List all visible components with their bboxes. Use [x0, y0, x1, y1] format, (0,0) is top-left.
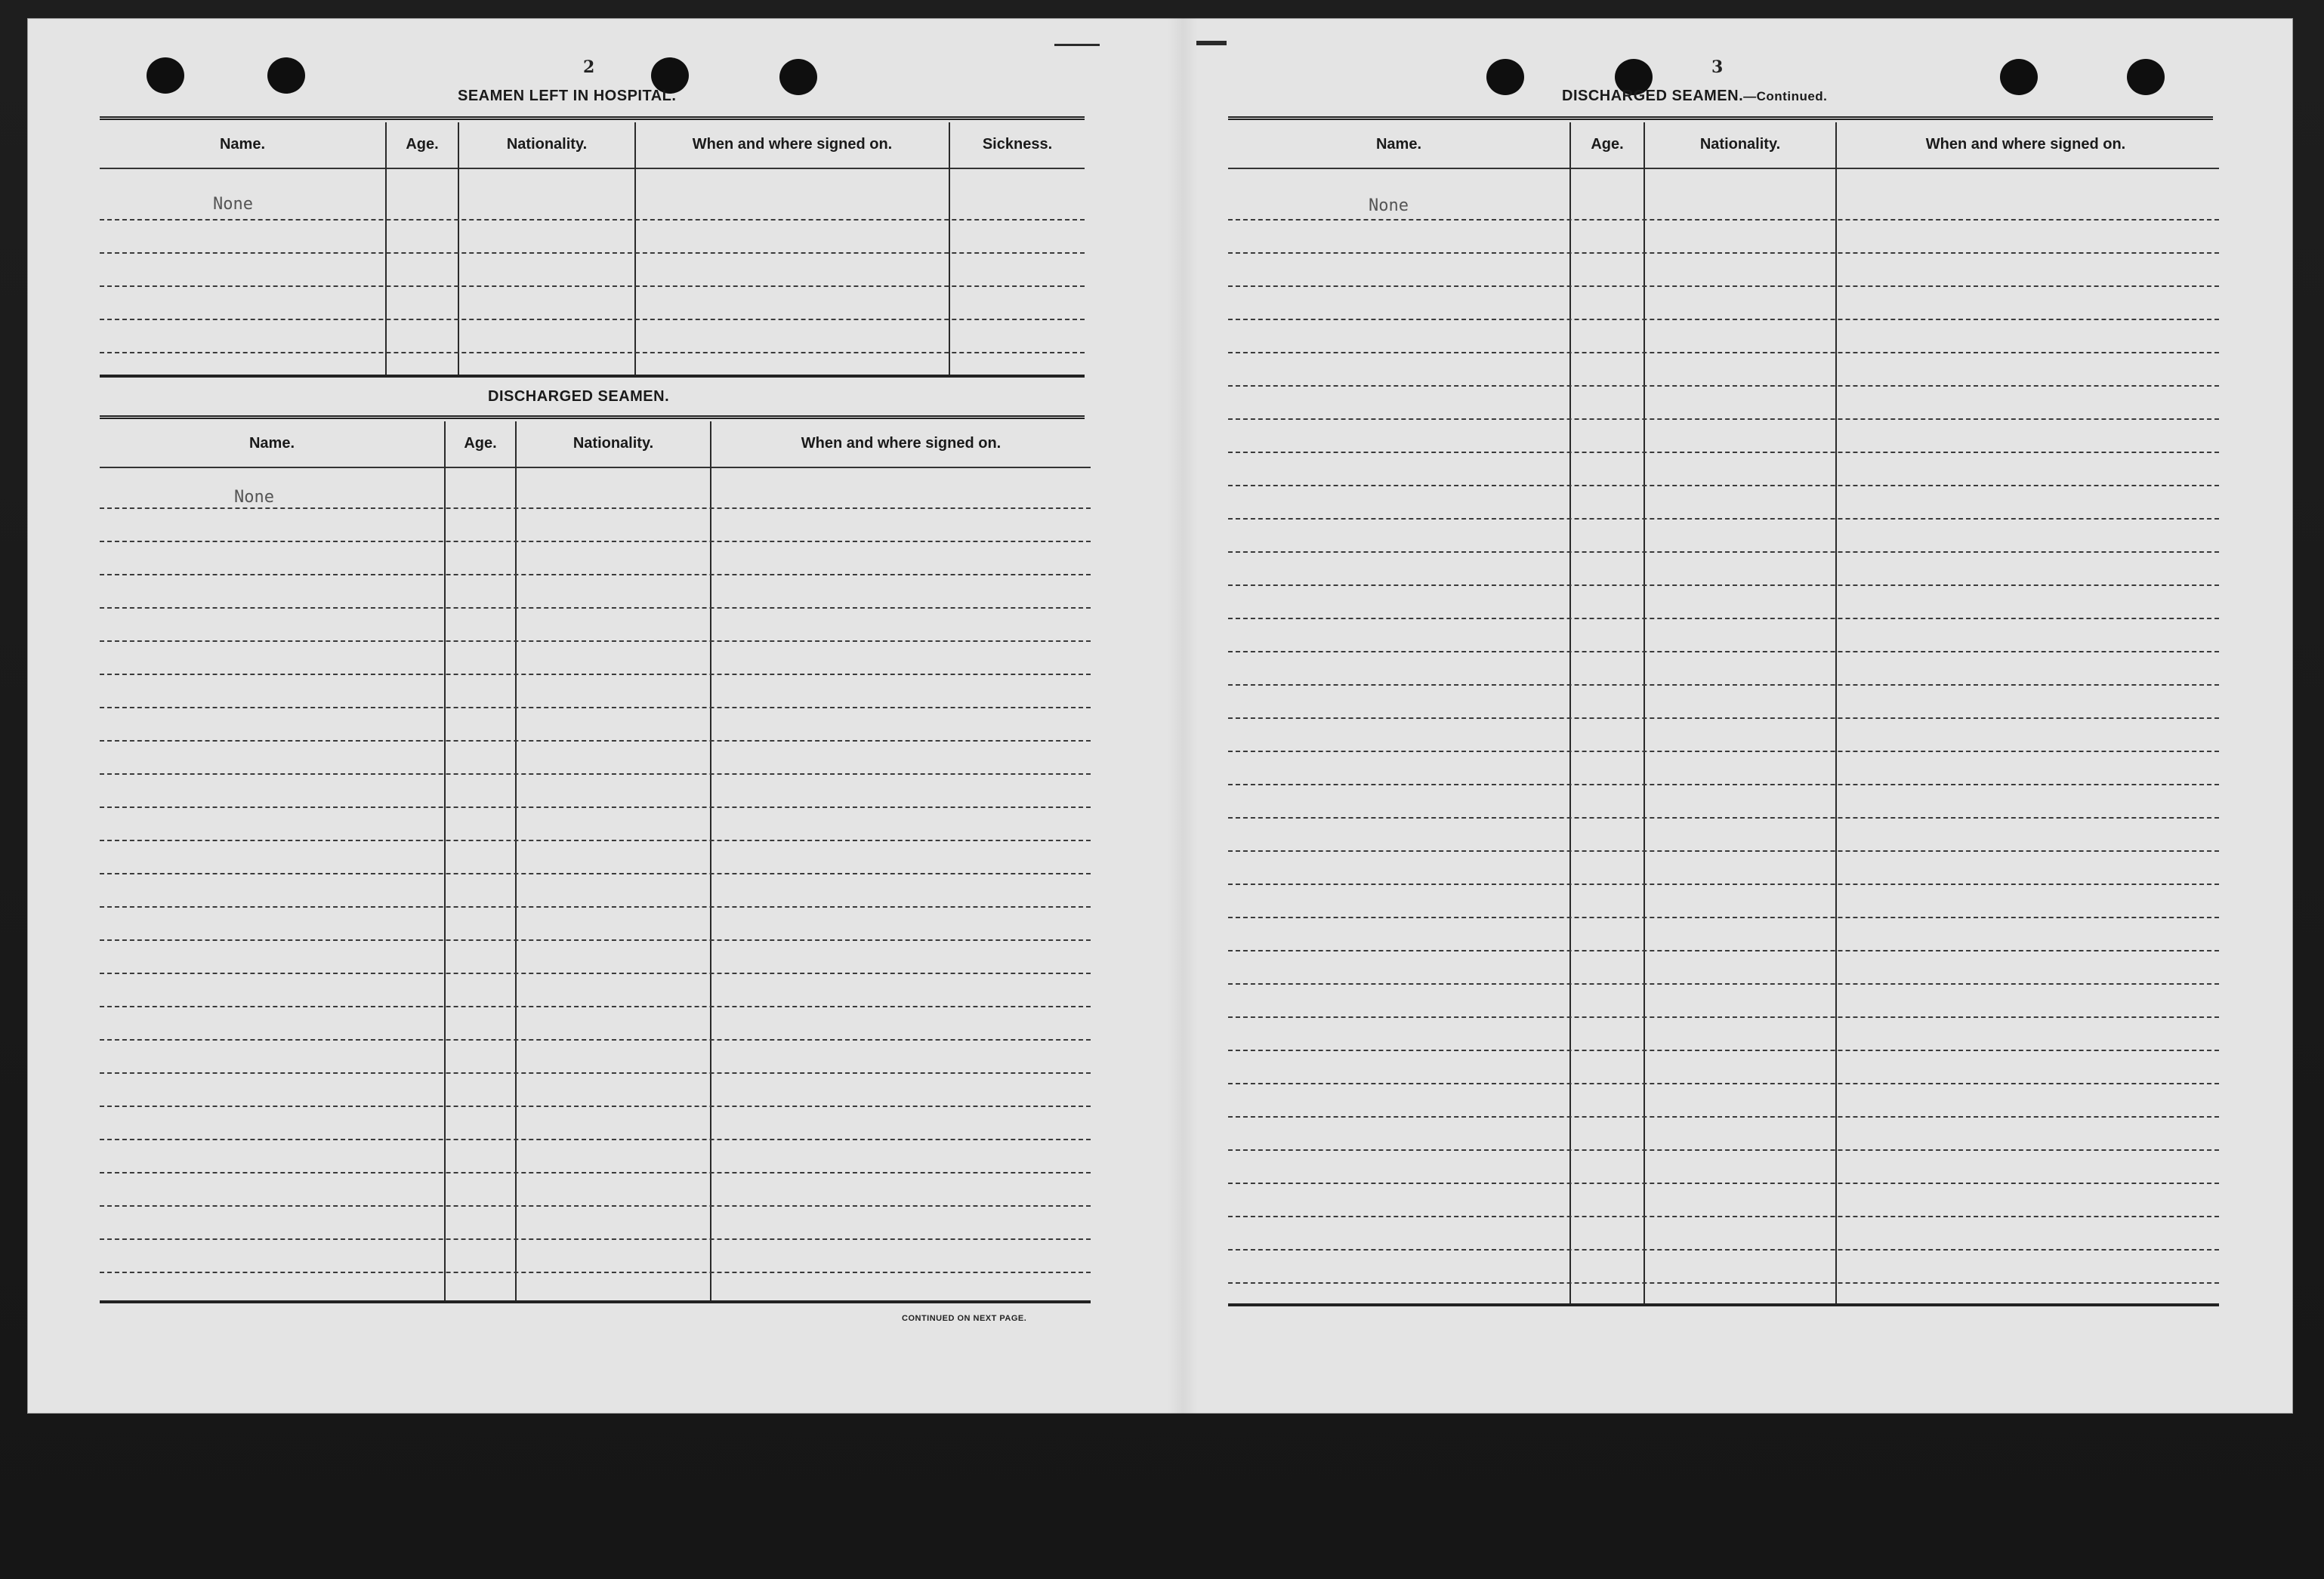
- table-row: [100, 873, 1091, 874]
- table-row: [100, 319, 1085, 320]
- table-row: [100, 252, 1085, 254]
- table-row: [100, 973, 1091, 974]
- table-row: [1228, 518, 2219, 520]
- table-row: [1228, 884, 2219, 885]
- column-divider: [515, 421, 517, 1303]
- scan-speck: [1054, 44, 1100, 46]
- table-row: [100, 1139, 1091, 1140]
- table-row: [1228, 551, 2219, 553]
- table-row: [1228, 1083, 2219, 1084]
- header-age: Age.: [464, 434, 497, 452]
- page-number-left: 2: [583, 57, 595, 77]
- header-rule: [100, 467, 1091, 468]
- title-main: DISCHARGED SEAMEN.: [1562, 88, 1744, 104]
- header-age: Age.: [1591, 135, 1624, 153]
- column-divider: [710, 421, 711, 1303]
- table-row: [1228, 1216, 2219, 1217]
- title-rule: [100, 116, 1085, 120]
- table-row: [1228, 485, 2219, 486]
- punch-hole: [1486, 59, 1524, 95]
- header-name: Name.: [248, 434, 295, 452]
- table-bottom-rule: [100, 375, 1085, 378]
- header-nationality: Nationality.: [1699, 135, 1781, 153]
- table-row: [100, 773, 1091, 775]
- entry-none: None: [234, 488, 274, 507]
- header-rule: [1228, 168, 2219, 169]
- table-row: [100, 1072, 1091, 1074]
- table-row: [100, 674, 1091, 675]
- table-row: [100, 352, 1085, 353]
- table-row: [1228, 784, 2219, 785]
- table-row: [1228, 1149, 2219, 1151]
- table-row: [1228, 850, 2219, 852]
- table-row: [1228, 983, 2219, 985]
- page-fold: [1168, 18, 1198, 1414]
- table-row: [1228, 319, 2219, 320]
- table-row: [1228, 1050, 2219, 1051]
- column-divider: [444, 421, 446, 1303]
- table-row: [100, 1006, 1091, 1007]
- punch-hole: [2000, 59, 2038, 95]
- table-row: [1228, 219, 2219, 221]
- table-row: [100, 806, 1091, 808]
- header-nationality: Nationality.: [506, 135, 588, 153]
- table-row: [100, 1238, 1091, 1240]
- table-row: [100, 1039, 1091, 1041]
- table-row: [1228, 285, 2219, 287]
- page-number-right: 3: [1711, 57, 1724, 77]
- punch-hole: [779, 59, 817, 95]
- table-row: [1228, 684, 2219, 686]
- discharged-continued-title: [1562, 88, 1827, 105]
- header-rule: [100, 168, 1085, 169]
- scan-speck: [1196, 41, 1227, 45]
- table-row: [1228, 1016, 2219, 1018]
- table-row: [100, 574, 1091, 575]
- table-row: [100, 939, 1091, 941]
- table-row: [100, 507, 1091, 509]
- discharged-table-left: [100, 421, 1091, 1303]
- table-row: [1228, 352, 2219, 353]
- column-divider: [1569, 122, 1571, 1306]
- table-row: [1228, 418, 2219, 420]
- table-row: [100, 707, 1091, 708]
- title-rule: [100, 415, 1085, 419]
- table-row: [1228, 751, 2219, 752]
- punch-hole: [2127, 59, 2165, 95]
- punch-hole: [267, 57, 305, 94]
- entry-none: None: [1369, 196, 1409, 215]
- table-row: [100, 740, 1091, 742]
- header-age: Age.: [406, 135, 439, 153]
- table-row: [100, 219, 1085, 221]
- table-row: [100, 541, 1091, 542]
- table-row: [1228, 817, 2219, 819]
- hospital-table: [100, 122, 1085, 376]
- table-row: [1228, 1183, 2219, 1184]
- ledger-sheet: [27, 18, 2293, 1414]
- table-bottom-rule: [1228, 1303, 2219, 1306]
- table-row: [1228, 950, 2219, 951]
- table-row: [100, 906, 1091, 908]
- discharged-section-title: DISCHARGED SEAMEN.: [488, 388, 670, 405]
- table-row: [1228, 917, 2219, 918]
- column-divider: [458, 122, 459, 376]
- punch-hole: [147, 57, 184, 94]
- header-sickness: Sickness.: [982, 135, 1053, 153]
- column-divider: [1835, 122, 1837, 1306]
- column-divider: [385, 122, 387, 376]
- table-bottom-rule: [100, 1300, 1091, 1303]
- hospital-section-title: SEAMEN LEFT IN HOSPITAL.: [458, 88, 677, 104]
- table-row: [1228, 1116, 2219, 1118]
- discharged-table-right: [1228, 122, 2219, 1306]
- table-row: [1228, 584, 2219, 586]
- table-row: [100, 640, 1091, 642]
- column-divider: [634, 122, 636, 376]
- header-signed-on: When and where signed on.: [692, 135, 893, 153]
- table-row: [1228, 651, 2219, 652]
- table-row: [1228, 1249, 2219, 1251]
- header-signed-on: When and where signed on.: [801, 434, 1002, 452]
- column-divider: [949, 122, 950, 376]
- header-name: Name.: [219, 135, 266, 153]
- table-row: [1228, 252, 2219, 254]
- continued-footnote: CONTINUED ON NEXT PAGE.: [902, 1314, 1027, 1323]
- table-row: [100, 285, 1085, 287]
- table-row: [100, 1172, 1091, 1173]
- table-row: [100, 1205, 1091, 1207]
- entry-none: None: [213, 195, 253, 214]
- table-row: [1228, 1282, 2219, 1284]
- title-rule: [1228, 116, 2213, 120]
- table-row: [100, 1106, 1091, 1107]
- table-row: [1228, 385, 2219, 387]
- table-row: [100, 840, 1091, 841]
- table-row: [100, 1272, 1091, 1273]
- table-row: [100, 607, 1091, 609]
- title-continued: —Continued.: [1743, 89, 1828, 103]
- table-row: [1228, 452, 2219, 453]
- column-divider: [1643, 122, 1645, 1306]
- table-row: [1228, 618, 2219, 619]
- table-row: [1228, 717, 2219, 719]
- header-signed-on: When and where signed on.: [1925, 135, 2126, 153]
- header-nationality: Nationality.: [573, 434, 654, 452]
- header-name: Name.: [1375, 135, 1422, 153]
